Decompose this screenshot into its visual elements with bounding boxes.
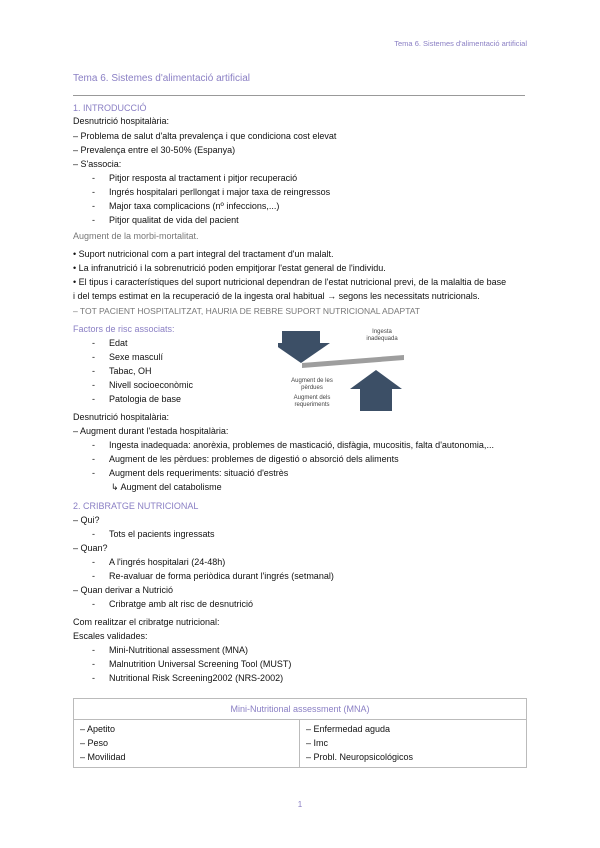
table-column-left [74,719,300,767]
line: – Prevalença entre el 30-50% (Espanya) [73,145,236,155]
list-item: - Edat [92,338,128,348]
balance-beam [302,355,404,368]
label-inadequate-intake: Ingesta inadequada [366,329,398,342]
sub-item: ↳ Augment del catabolisme [111,482,222,492]
section-heading-intro: 1. INTRODUCCIÓ [73,103,147,113]
question: – Quan derivar a Nutrició [73,585,174,595]
table-column-right [300,719,526,767]
up-arrow-icon [350,370,402,411]
bullet: • Suport nutricional com a part integral del tractament d'un malalt. [73,249,334,259]
question: – Qui? [73,515,100,525]
line: – Problema de salut d'alta prevalença i que condiciona cost elevat [73,131,337,141]
list-item: - Tots el pacients ingressats [92,529,215,539]
running-header: Tema 6. Sistemes d'alimentació artificial [394,39,527,48]
list-item: - Nivell socioeconòmic [92,380,194,390]
bullet: i del temps estimat en la recuperació de la ingesta oral habitual → segons les necessitats nutricionals. [73,291,480,301]
label: Escales validades: [73,631,148,641]
down-arrow-icon [278,331,330,363]
list-item: - Ingesta inadequada: anorèxia, problemes de masticació, disfàgia, mucositis, falta d'autonomia,... [92,440,494,450]
section-heading-screening: 2. CRIBRATGE NUTRICIONAL [73,501,199,511]
list-item: - Re-avaluar de forma periòdica durant l'ingrés (setmanal) [92,571,334,581]
line: – S'associa: [73,159,122,169]
list-item: - Malnutrition Universal Screening Tool (MUST) [92,659,292,669]
list-item: - Patologia de base [92,394,182,404]
table-cell: – Peso [80,738,109,748]
list-item: - Cribratge amb alt risc de desnutrició [92,599,254,609]
list-item: - Mini-Nutritional assessment (MNA) [92,645,249,655]
list-item: - Pitjor resposta al tractament i pitjor recuperació [92,173,298,183]
bullet: • La infranutrició i la sobrenutrició poden empitjorar l'estat general de l'individu. [73,263,386,273]
page-number: 1 [297,800,303,809]
list-item: - Sexe masculí [92,352,164,362]
table-title: Mini-Nutritional assessment (MNA) [74,699,526,720]
list-item: - Nutritional Risk Screening2002 (NRS-2002) [92,673,284,683]
list-item: - Ingrés hospitalari perllongat i major taxa de reingressos [92,187,331,197]
title-divider [73,95,525,96]
table-cell: – Apetito [80,724,116,734]
list-item: - Augment dels requeriments: situació d'estrès [92,468,289,478]
malnutrition-diagram [278,329,406,413]
table-cell: – Probl. Neuropsicológicos [306,752,414,762]
note: – TOT PACIENT HOSPITALITZAT, HAURIA DE REBRE SUPORT NUTRICIONAL ADAPTAT [73,306,420,316]
table-cell: – Movilidad [80,752,126,762]
list-item: - Pitjor qualitat de vida del pacient [92,215,239,225]
bullet: • El tipus i característiques del suport nutricional dependran de l'estat nutricional previ, de la malaltia de base [73,277,507,287]
mna-table [73,698,527,768]
list-item: - Augment de les pèrdues: problemes de digestió o absorció dels aliments [92,454,399,464]
list-item: - Major taxa complicacions (nº infeccions,...) [92,201,280,211]
label-increased-losses: Augment de les pèrdues [291,378,333,391]
table-cell: – Imc [306,738,329,748]
list-item: - A l'ingrés hospitalari (24-48h) [92,557,226,567]
morbi-mortality-note: Augment de la morbi-mortalitat. [73,231,199,241]
risk-heading: Factors de risc associats: [73,324,175,334]
question: – Quan? [73,543,108,553]
list-item: - Tabac, OH [92,366,152,376]
label-increased-requirements: Augment dels requeriments [293,395,331,408]
table-cell: – Enfermedad aguda [306,724,391,734]
page-title: Tema 6. Sistemes d'alimentació artificial [73,73,250,84]
label: Desnutrició hospitalària: [73,116,170,126]
line: – Augment durant l'estada hospitalària: [73,426,229,436]
label: Desnutrició hospitalària: [73,412,170,422]
label: Com realitzar el cribratge nutricional: [73,617,220,627]
